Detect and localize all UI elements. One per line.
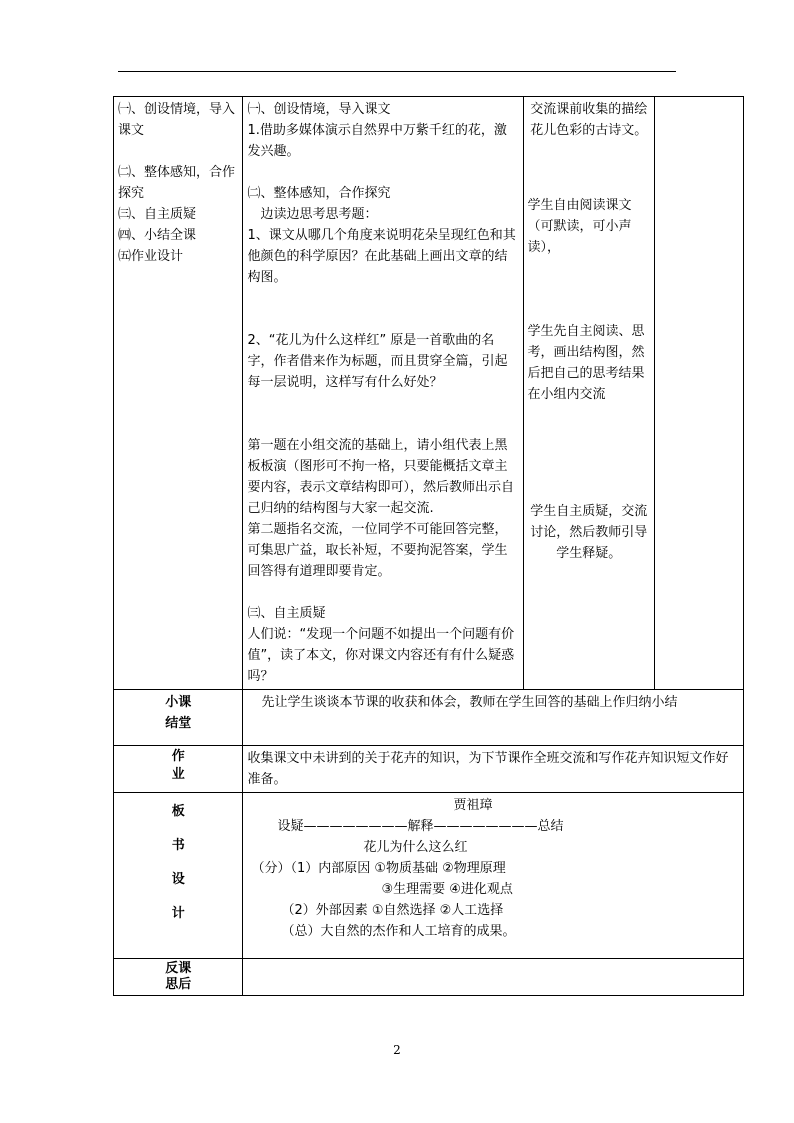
step-list-cell bbox=[114, 97, 243, 690]
summary-text: 先让学生谈谈本节课的收获和体会，教师在学生回答的基础上作归纳小结 bbox=[243, 690, 744, 746]
board-line-3: （2）外部因素 ①自然选择 ②人工选择 bbox=[281, 903, 504, 918]
teaching-note-1: 第一题在小组交流的基础上，请小组代表上黑板板演（图形可不拘一格，只要能概括文章主要内容，表示文章结构即可），然后教师出示自己归纳的结构图与大家一起交流. bbox=[247, 438, 514, 516]
summary-label: 小课 结堂 bbox=[114, 690, 243, 746]
step-4: ㈣、小结全课 bbox=[118, 228, 197, 243]
question-1: 1、课文从哪几个角度来说明花朵呈现红色和其他颜色的科学原因？在此基础上画出文章的结构图。 bbox=[247, 228, 516, 285]
student-activity-1: 交流课前收集的描绘花儿色彩的古诗文。 bbox=[530, 102, 648, 138]
section-3-title: ㈢、自主质疑 bbox=[247, 606, 326, 621]
reflection-row bbox=[114, 959, 744, 996]
board-line-1: （分）（1）内部原因 ①物质基础 ②物理原理 bbox=[251, 861, 506, 876]
question-2: 2、“花儿为什么这样红” 原是一首歌曲的名字，作者借来作为标题，而且贯穿全篇，引起每一层说明，这样写有什么好处？ bbox=[247, 333, 508, 390]
process-row bbox=[114, 97, 744, 690]
board-line-2: ③生理需要 ④进化观点 bbox=[381, 882, 513, 897]
board-flow: 设疑————————解释————————总结 bbox=[277, 819, 564, 834]
homework-row bbox=[114, 746, 744, 793]
board-design-row bbox=[114, 793, 744, 959]
board-design-label: 板 书 设 计 bbox=[114, 793, 243, 959]
board-line-4: （总）大自然的杰作和人工培育的成果。 bbox=[281, 924, 516, 939]
header-rule bbox=[118, 71, 676, 72]
page-number: 2 bbox=[393, 1043, 401, 1057]
student-activity-4: 学生自主质疑，交流讨论，然后教师引导学生释疑。 bbox=[530, 504, 648, 561]
step-2: ㈡、整体感知，合作探究 bbox=[118, 165, 236, 201]
student-activity-cell bbox=[523, 97, 654, 690]
step-1: ㈠、创设情境，导入课文 bbox=[118, 102, 236, 138]
student-activity-3: 学生先自主阅读、思考，画出结构图，然后把自己的思考结果在小组内交流 bbox=[527, 324, 645, 402]
reflection-content bbox=[243, 959, 744, 996]
board-author: 贾祖璋 bbox=[453, 798, 493, 813]
board-design-content bbox=[243, 793, 744, 959]
teacher-activity-cell bbox=[243, 97, 523, 690]
step-3: ㈢、自主质疑 bbox=[118, 207, 197, 222]
lesson-plan-table bbox=[113, 96, 744, 996]
reflection-label: 反课 思后 bbox=[114, 959, 243, 996]
notes-cell bbox=[655, 97, 744, 690]
homework-text: 收集课文中未讲到的关于花卉的知识，为下节课作全班交流和写作花卉知识短文作好准备。 bbox=[243, 746, 744, 793]
section-3-text: 人们说：“发现一个问题不如提出一个问题有价值”，读了本文，你对课文内容还有有什么疑惑吗？ bbox=[247, 627, 515, 684]
student-activity-2: 学生自由阅读课文（可默读，可小声读）， bbox=[527, 198, 632, 255]
step-5: ㈤作业设计 bbox=[118, 249, 184, 264]
section-1-title: ㈠、创设情境，导入课文 bbox=[247, 102, 391, 117]
homework-label: 作 业 bbox=[114, 746, 243, 793]
board-title: 花儿为什么这么红 bbox=[363, 840, 468, 855]
teaching-note-2: 第二题指名交流，一位同学不可能回答完整，可集思广益，取长补短，不要拘泥答案，学生回答得有道理即要肯定。 bbox=[247, 522, 508, 579]
section-1-text: 1.借助多媒体演示自然界中万紫千红的花，激发兴趣。 bbox=[247, 123, 507, 159]
section-2-intro: 边读边思考思考题： bbox=[260, 207, 378, 222]
section-2-title: ㈡、整体感知，合作探究 bbox=[247, 186, 391, 201]
summary-row bbox=[114, 690, 744, 746]
